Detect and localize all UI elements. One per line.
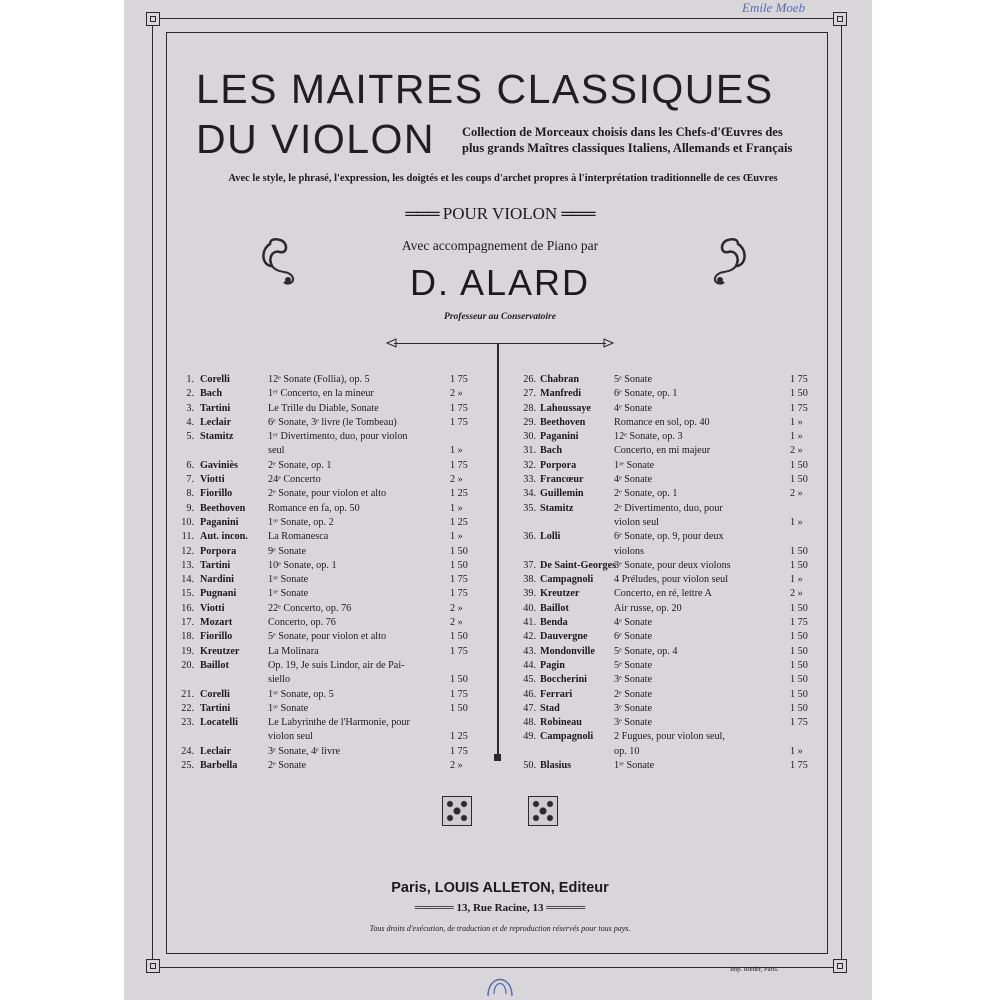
entry-work: 4ᵉ Sonate [614,474,652,486]
entry-work: violons [614,545,645,557]
catalog-entry [168,516,486,530]
catalog-entry [510,430,826,444]
entry-price: 1 50 [450,631,468,643]
entry-composer: Corelli [200,374,230,385]
entry-price: 2 » [450,602,463,614]
entry-number: 2. [186,388,194,400]
entry-number: 27. [523,388,536,400]
catalog-entry [168,616,486,630]
entry-composer: Gaviniès [200,459,238,471]
catalog-entry [510,402,826,416]
title-line-1: LES MAITRES CLASSIQUES [196,66,774,112]
publisher-name: Paris, LOUIS ALLETON, Editeur [391,880,609,896]
entry-composer: Mondonville [540,645,595,657]
catalog-list-left [168,373,486,773]
entry-work: 6ᵉ Sonate, 3ᵉ livre (le Tombeau) [268,416,397,428]
entry-number: 45. [523,674,536,686]
entry-work: 1ᵉʳ Concerto, en la mineur [268,388,374,400]
entry-number: 5. [186,431,194,443]
dash-ornament: ═════ [546,902,586,914]
catalog-entry [168,602,486,616]
arrow-right-icon [602,338,614,350]
entry-number: 30. [523,431,536,443]
entry-composer: Porpora [200,545,237,557]
entry-composer: Kreutzer [540,588,580,600]
catalog-entry [168,502,486,516]
entry-composer: Bach [540,445,563,457]
entry-price: 1 75 [450,588,468,600]
dash-ornament: ═══ [405,204,439,223]
entry-number: 8. [186,488,194,500]
entry-composer: Paganini [200,516,239,528]
catalog-entry [510,673,826,687]
entry-composer: Beethoven [540,416,586,428]
entry-price: 1 25 [450,488,468,500]
entry-work: 2ᵉ Sonate, op. 1 [268,459,332,471]
entry-price: 1 75 [790,374,808,385]
catalog-entry [168,387,486,401]
entry-number: 12. [181,545,194,557]
entry-work: 10ᵉ Sonate, op. 1 [268,559,337,571]
entry-composer: Fiorillo [200,488,233,500]
entry-number: 26. [523,374,536,385]
entry-number: 4. [186,416,194,428]
entry-work: 6ᵉ Sonate, op. 9, pour deux [614,531,724,543]
entry-work: 3ᵉ Sonate [614,717,652,729]
entry-number: 25. [181,760,194,772]
catalog-entry [168,416,486,430]
catalog-entry [168,573,486,587]
entry-number: 11. [181,531,194,543]
entry-work: Le Trille du Diable, Sonate [268,402,379,414]
entry-price: 2 » [450,617,463,629]
entry-work: 3ᵉ Sonate, 4ᵉ livre [268,745,340,757]
entry-composer: Guillemin [540,488,584,500]
instrument-heading [360,204,640,224]
entry-number: 10. [181,516,194,528]
entry-price: 1 25 [450,516,468,528]
entry-work: 2ᵉ Sonate, op. 1 [614,488,678,500]
catalog-entry [510,730,826,744]
entry-price: 1 50 [790,602,808,614]
entry-number: 21. [181,688,194,700]
entry-price: 2 » [790,588,803,600]
entry-composer: De Saint-Georges [540,559,617,571]
divider-vertical [497,344,499,754]
entry-number: 17. [181,617,194,629]
rosette-ornament-icon [442,796,472,826]
entry-number: 14. [181,574,194,586]
author-name: D. ALARD [409,262,591,303]
entry-composer: Stamitz [540,502,574,514]
entry-work: 1ʳᵉ Sonate, op. 2 [268,516,334,528]
entry-composer: Tartini [200,559,231,571]
catalog-entry [510,645,826,659]
entry-price: 1 25 [450,731,468,743]
entry-number: 40. [523,602,536,614]
entry-composer: Stad [540,702,560,714]
entry-composer: Manfredi [540,388,582,400]
entry-number: 35. [523,502,536,514]
entry-work: Concerto, en ré, lettre A [614,588,712,600]
entry-composer: Blasius [540,760,572,772]
entry-price: 1 75 [450,745,468,757]
entry-composer: Leclair [200,745,232,757]
entry-work: op. 10 [614,745,640,757]
entry-composer: Boccherini [540,674,587,686]
catalog-entry [168,430,486,444]
entry-number: 47. [523,702,536,714]
catalog-entry [510,416,826,430]
publisher-monogram-icon [480,966,520,1000]
catalog-entry [510,459,826,473]
catalog-entry [168,444,486,458]
entry-price: 1 75 [790,617,808,629]
entry-work: 2ᵉ Divertimento, duo, pour [614,502,723,514]
entry-price: 1 » [790,745,803,757]
entry-number: 46. [523,688,536,700]
catalog-entry [510,502,826,516]
catalog-entry [168,402,486,416]
entry-number: 42. [523,631,536,643]
entry-composer: Aut. incon. [200,531,248,543]
entry-composer: Lolli [540,531,561,543]
entry-price: 1 75 [790,717,808,729]
entry-number: 16. [181,602,194,614]
catalog-entry [510,759,826,773]
corner-ornament [833,12,847,26]
entry-composer: Dauvergne [540,631,588,643]
entry-number: 20. [181,659,194,671]
entry-number: 9. [186,502,194,514]
collection-line-1: Collection de Morceaux choisis dans les Chefs-d'Œuvres des [462,125,783,139]
catalog-entry [510,659,826,673]
entry-price: 1 50 [790,559,808,571]
entry-number: 23. [181,717,194,729]
entry-work: 1ʳᵉ Sonate [614,760,655,772]
entry-composer: Viotti [200,474,225,486]
entry-number: 48. [523,717,536,729]
entry-work: Concerto, op. 76 [268,617,336,629]
entry-work: 12ᵉ Sonate (Follia), op. 5 [268,374,370,385]
entry-composer: Stamitz [200,431,234,443]
entry-composer: Corelli [200,688,230,700]
owner-stamp: Emile Moeb [742,0,806,15]
entry-work: Romance en sol, op. 40 [614,416,710,428]
entry-number: 18. [181,631,194,643]
entry-work: 4ᵉ Sonate [614,402,652,414]
entry-composer: Benda [540,617,568,629]
entry-work: 5ᵉ Sonate, op. 4 [614,645,678,657]
divider-end-mark [494,754,501,761]
entry-price: 1 50 [790,545,808,557]
entry-work: 5ᵉ Sonate [614,374,652,385]
corner-ornament [833,959,847,973]
entry-composer: Porpora [540,459,577,471]
entry-work: Romance en fa, op. 50 [268,502,360,514]
entry-price: 2 » [450,474,463,486]
printer-credit: Imp. Rœder, Paris. [730,966,779,973]
entry-composer: Tartini [200,402,231,414]
entry-composer: Ferrari [540,688,573,700]
entry-work: 9ᵉ Sonate [268,545,306,557]
entry-price: 1 75 [450,402,468,414]
entry-work: La Molinara [268,645,319,657]
entry-work: 24ᵉ Concerto [268,474,321,486]
collection-line-2: plus grands Maîtres classiques Italiens, Allemands et Français [462,141,793,155]
ornament-left-icon [258,236,308,288]
entry-composer: Baillot [200,659,229,671]
entry-composer: Nardini [200,574,234,586]
entry-price: 1 75 [450,645,468,657]
catalog-entry [510,616,826,630]
entry-price: 1 75 [450,459,468,471]
entry-work: La Romanesca [268,531,329,543]
publisher-address [350,902,650,914]
entry-price: 2 » [450,760,463,772]
catalog-entry [168,559,486,573]
title-line-2: DU VIOLON [196,116,436,162]
entry-number: 37. [523,559,536,571]
entry-number: 19. [181,645,194,657]
entry-number: 22. [181,702,194,714]
catalog-entry [510,716,826,730]
dash-ornament: ═════ [414,902,454,914]
entry-work: siello [268,674,291,686]
entry-number: 1. [186,374,194,385]
entry-price: 2 » [790,488,803,500]
entry-work: 1ʳᵉ Sonate [268,588,309,600]
catalog-entry [168,630,486,644]
entry-work: 2ᵉ Sonate [614,688,652,700]
entry-price: 2 » [450,388,463,400]
catalog-entry [168,459,486,473]
instrument-label: POUR VIOLON [442,204,558,223]
catalog-entry [168,373,486,387]
entry-number: 28. [523,402,536,414]
entry-work: 1ʳᵉ Sonate [268,702,309,714]
accompaniment-line: Avec accompagnement de Piano par [401,238,599,253]
author-title: Professeur au Conservatoire [444,312,556,322]
catalog-entry [510,602,826,616]
entry-price: 1 50 [790,645,808,657]
entry-price: 1 50 [450,674,468,686]
catalog-entry [510,630,826,644]
entry-number: 31. [523,445,536,457]
catalog-entry [510,516,826,530]
entry-work: 12ᵉ Sonate, op. 3 [614,431,683,443]
entry-composer: Campagnoli [540,574,594,586]
entry-number: 13. [181,559,194,571]
entry-work: 3ᵉ Sonate [614,674,652,686]
catalog-entry [168,645,486,659]
entry-number: 24. [181,745,194,757]
entry-work: 1ʳᵉ Sonate [268,574,309,586]
entry-price: 1 50 [790,702,808,714]
rosette-ornament-icon [528,796,558,826]
entry-work: 5ᵉ Sonate [614,659,652,671]
catalog-entry [168,587,486,601]
entry-number: 38. [523,574,536,586]
entry-work: 1ʳᵉ Sonate [614,459,655,471]
entry-price: 1 75 [450,374,468,385]
entry-work: 2 Fugues, pour violon seul, [614,731,725,743]
entry-number: 6. [186,459,194,471]
entry-work: 4ᵉ Sonate [614,617,652,629]
entry-price: 1 50 [790,631,808,643]
entry-work: 3ᵉ Sonate [614,702,652,714]
entry-price: 1 » [450,445,463,457]
arrow-left-icon [386,338,398,350]
address-label: 13, Rue Racine, 13 [456,902,544,914]
entry-number: 43. [523,645,536,657]
catalog-entry [510,745,826,759]
entry-composer: Fiorillo [200,631,233,643]
catalog-entry [510,545,826,559]
entry-price: 1 » [450,502,463,514]
entry-number: 7. [186,474,194,486]
entry-price: 1 75 [450,574,468,586]
entry-number: 41. [523,617,536,629]
entry-work: 22ᵉ Concerto, op. 76 [268,602,352,614]
entry-work: 3ᵉ Sonate, pour deux violons [614,559,731,571]
entry-composer: Pagin [540,659,565,671]
entry-work: violon seul [268,731,313,743]
entry-number: 49. [523,731,536,743]
entry-work: 2ᵉ Sonate [268,760,306,772]
entry-price: 1 75 [790,760,808,772]
catalog-entry [168,702,486,716]
entry-composer: Bach [200,388,223,400]
entry-composer: Paganini [540,431,579,443]
catalog-list-right [510,373,826,773]
catalog-entry [168,545,486,559]
entry-composer: Tartini [200,702,231,714]
entry-composer: Chabran [540,374,580,385]
corner-ornament [146,959,160,973]
entry-work: 6ᵉ Sonate, op. 1 [614,388,678,400]
catalog-entry [168,530,486,544]
entry-price: 1 50 [790,474,808,486]
entry-composer: Beethoven [200,502,246,514]
entry-number: 36. [523,531,536,543]
entry-price: 2 » [790,445,803,457]
catalog-entry [168,473,486,487]
entry-work: Concerto, en mi majeur [614,445,711,457]
entry-price: 1 » [790,416,803,428]
entry-work: Op. 19, Je suis Lindor, air de Pai- [268,659,405,671]
entry-composer: Baillot [540,602,569,614]
entry-work: 1ᵉʳ Divertimento, duo, pour violon [268,431,408,443]
entry-price: 1 » [450,531,463,543]
catalog-entry [510,688,826,702]
entry-work: 4 Préludes, pour violon seul [614,574,729,586]
style-description: Avec le style, le phrasé, l'expression, les doigtés et les coups d'archet propres à l'interprétation traditionnelle de ces Œuvres [228,173,778,184]
entry-price: 1 75 [450,688,468,700]
entry-price: 1 50 [450,545,468,557]
catalog-entry [510,530,826,544]
entry-number: 29. [523,416,536,428]
entry-price: 1 50 [790,388,808,400]
entry-composer: Kreutzer [200,645,240,657]
entry-number: 50. [523,760,536,772]
catalog-entry [168,716,486,730]
entry-price: 1 50 [790,459,808,471]
entry-price: 1 50 [790,688,808,700]
entry-price: 1 75 [790,402,808,414]
entry-number: 3. [186,402,194,414]
catalog-entry [168,688,486,702]
entry-price: 1 » [790,574,803,586]
ornament-right-icon [700,236,750,288]
entry-composer: Viotti [200,602,225,614]
entry-work: 5ᵉ Sonate, pour violon et alto [268,631,387,643]
entry-price: 1 50 [450,559,468,571]
entry-work: violon seul [614,516,659,528]
entry-composer: Mozart [200,617,233,629]
catalog-entry [510,373,826,387]
entry-composer: Lahoussaye [540,402,591,414]
entry-work: 2ᵉ Sonate, pour violon et alto [268,488,387,500]
entry-number: 44. [523,659,536,671]
entry-composer: Francœur [540,474,584,486]
entry-price: 1 75 [450,416,468,428]
entry-price: 1 50 [790,659,808,671]
entry-work: 6ᵉ Sonate [614,631,652,643]
entry-price: 1 » [790,516,803,528]
catalog-entry [510,702,826,716]
entry-composer: Leclair [200,416,232,428]
entry-composer: Locatelli [200,717,238,729]
entry-number: 33. [523,474,536,486]
entry-work: seul [268,445,285,457]
catalog-entry [168,487,486,501]
entry-work: Le Labyrinthe de l'Harmonie, pour [268,717,410,729]
entry-number: 39. [523,588,536,600]
entry-composer: Barbella [200,760,238,772]
corner-ornament [146,12,160,26]
entry-work: Air russe, op. 20 [614,602,682,614]
entry-number: 34. [523,488,536,500]
catalog-entry [510,573,826,587]
divider-horizontal [394,343,606,344]
catalog-entry [168,673,486,687]
catalog-entry [510,473,826,487]
catalog-entry [510,387,826,401]
entry-composer: Pugnani [200,588,237,600]
catalog-entry [168,745,486,759]
catalog-entry [168,730,486,744]
entry-price: 1 50 [450,702,468,714]
entry-price: 1 » [790,431,803,443]
entry-composer: Campagnoli [540,731,594,743]
entry-work: 1ʳᵉ Sonate, op. 5 [268,688,334,700]
catalog-entry [168,759,486,773]
entry-number: 15. [181,588,194,600]
entry-price: 1 50 [790,674,808,686]
dash-ornament: ═══ [561,204,595,223]
catalog-entry [510,487,826,501]
entry-composer: Robineau [540,717,582,729]
catalog-entry [168,659,486,673]
catalog-entry [510,587,826,601]
catalog-entry [510,444,826,458]
entry-number: 32. [523,459,536,471]
rights-notice: Tous droits d'exécution, de traduction et de reproduction réservés pour tous pays. [369,924,631,933]
catalog-entry [510,559,826,573]
